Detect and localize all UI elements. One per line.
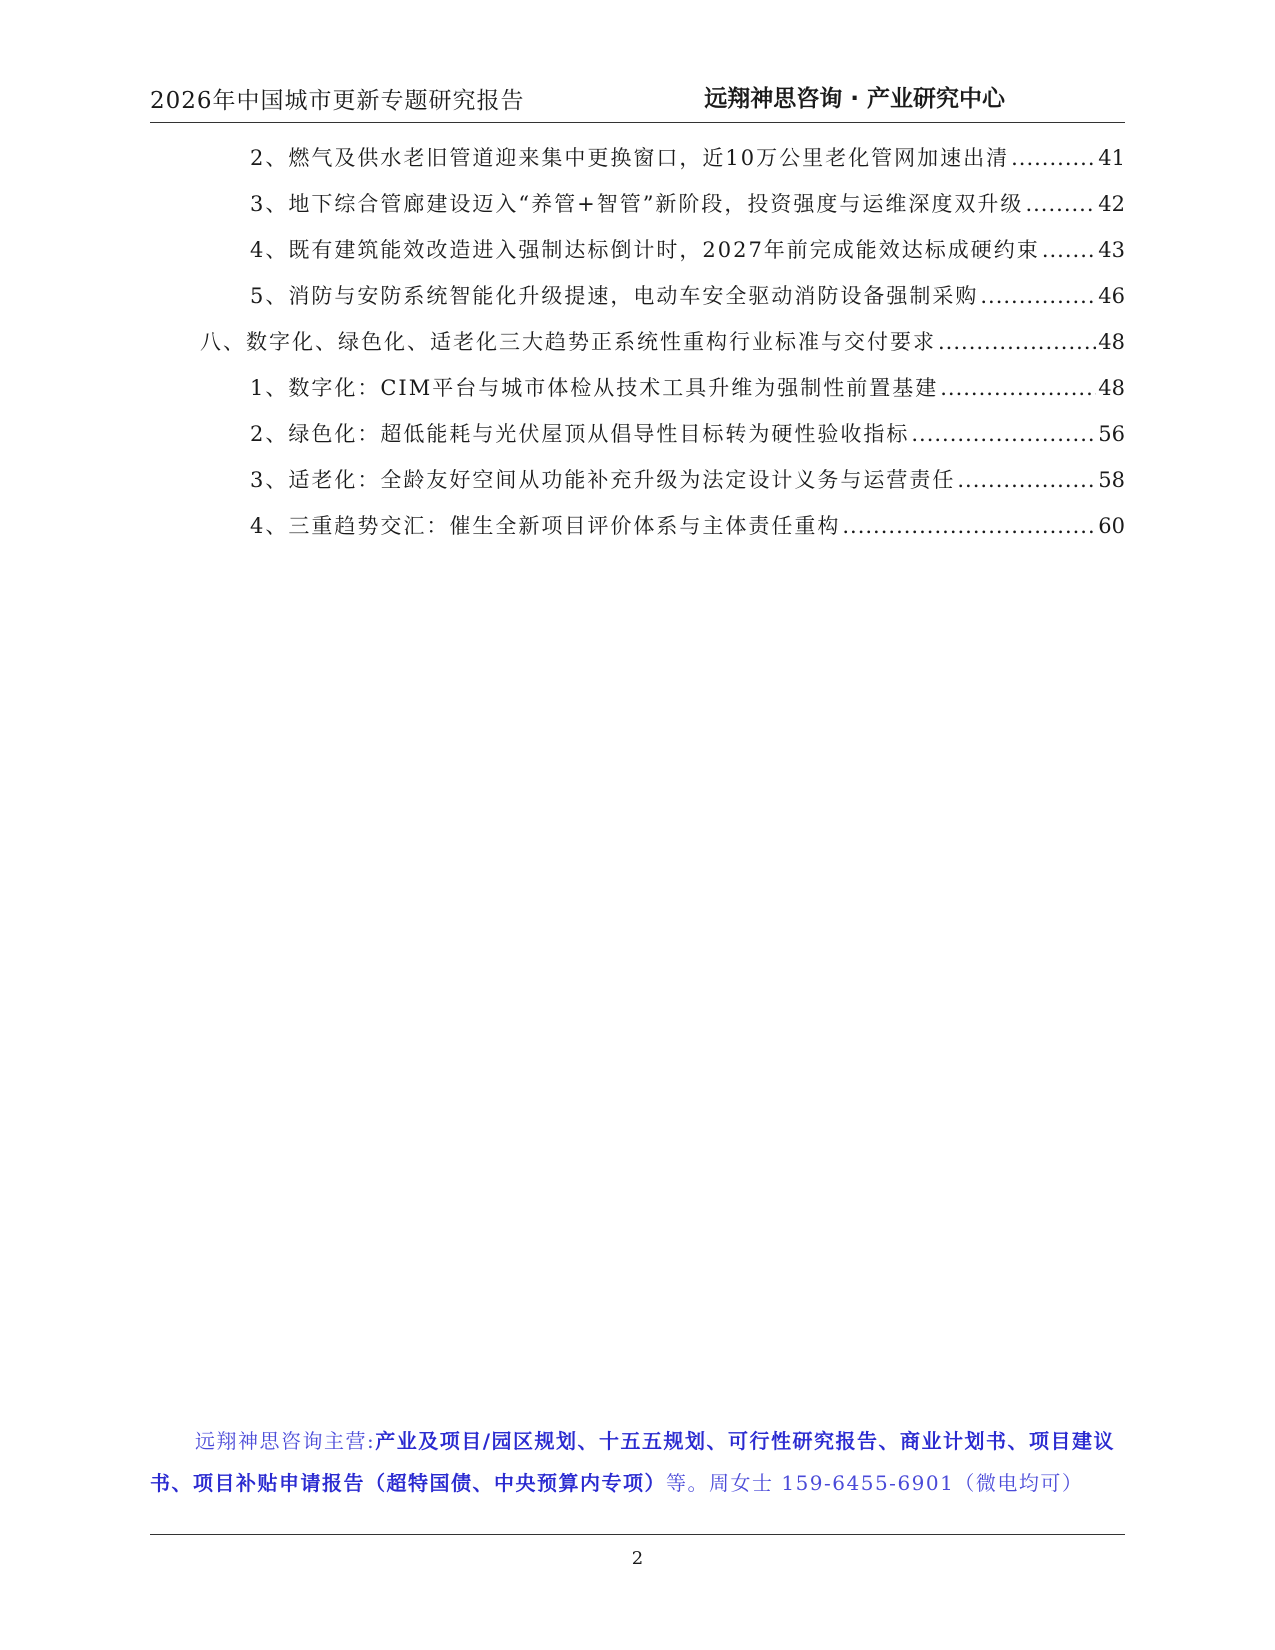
footer-divider bbox=[150, 1534, 1125, 1535]
toc-leader bbox=[980, 284, 1096, 308]
footer-lead: 远翔神思咨询主营: bbox=[195, 1429, 376, 1453]
business-footer-note bbox=[150, 1420, 1125, 1504]
toc-leader bbox=[940, 376, 1096, 400]
toc-entry-label: 1、数字化：CIM平台与城市体检从技术工具升维为强制性前置基建 bbox=[250, 376, 939, 400]
toc-entry[interactable] bbox=[250, 142, 1125, 178]
toc-entry-page: 41 bbox=[1098, 146, 1125, 170]
toc-entry[interactable] bbox=[250, 510, 1125, 546]
toc-entry[interactable] bbox=[250, 280, 1125, 316]
toc-leader bbox=[1011, 146, 1096, 170]
toc-entry-label: 3、适老化：全龄友好空间从功能补充升级为法定设计义务与运营责任 bbox=[250, 468, 956, 492]
toc-entry-label: 4、三重趋势交汇：催生全新项目评价体系与主体责任重构 bbox=[250, 514, 841, 538]
toc-chapter-entry[interactable] bbox=[200, 326, 1125, 362]
toc-entry-label: 5、消防与安防系统智能化升级提速，电动车安全驱动消防设备强制采购 bbox=[250, 284, 979, 308]
toc-leader bbox=[1025, 192, 1096, 216]
page-number: 2 bbox=[631, 1548, 644, 1569]
toc-leader bbox=[842, 514, 1096, 538]
toc-leader bbox=[911, 422, 1096, 446]
toc-entry[interactable] bbox=[250, 234, 1125, 270]
footer-contact: 等。周女士 159-6455-6901（微电均可） bbox=[666, 1471, 1084, 1495]
toc-entry[interactable] bbox=[250, 418, 1125, 454]
toc-entry-label: 2、燃气及供水老旧管道迎来集中更换窗口，近10万公里老化管网加速出清 bbox=[250, 146, 1010, 170]
toc-entry-label: 2、绿色化：超低能耗与光伏屋顶从倡导性目标转为硬性验收指标 bbox=[250, 422, 910, 446]
toc-leader bbox=[957, 468, 1096, 492]
toc-leader bbox=[1042, 238, 1096, 262]
publisher-name: 远翔神思咨询 · 产业研究中心 bbox=[704, 86, 1005, 112]
toc-entry-page: 43 bbox=[1098, 238, 1125, 262]
toc-entry-page: 48 bbox=[1098, 376, 1125, 400]
toc-entry-page: 42 bbox=[1098, 192, 1125, 216]
page-header bbox=[150, 78, 1125, 123]
toc-entry-label: 4、既有建筑能效改造进入强制达标倒计时，2027年前完成能效达标成硬约束 bbox=[250, 238, 1040, 262]
toc-entry-label: 八、数字化、绿色化、适老化三大趋势正系统性重构行业标准与交付要求 bbox=[200, 330, 936, 354]
toc-entry[interactable] bbox=[250, 188, 1125, 224]
report-title: 2026年中国城市更新专题研究报告 bbox=[150, 88, 525, 114]
toc-entry-page: 58 bbox=[1098, 468, 1125, 492]
toc-entry-label: 3、地下综合管廊建设迈入“养管+智管”新阶段，投资强度与运维深度双升级 bbox=[250, 192, 1024, 216]
toc-entry-page: 46 bbox=[1098, 284, 1125, 308]
footer-services: 产业及项目/园区规划、十五五规划、可行性研究报告、商业计划书、项目建议书、项目补贴申请报告（超特国债、中央预算内专项） bbox=[150, 1429, 1116, 1495]
toc-entry-page: 56 bbox=[1098, 422, 1125, 446]
toc-entry[interactable] bbox=[250, 372, 1125, 408]
toc-entry-page: 60 bbox=[1098, 514, 1125, 538]
toc-leader bbox=[938, 330, 1096, 354]
toc-entry[interactable] bbox=[250, 464, 1125, 500]
toc-entry-page: 48 bbox=[1098, 330, 1125, 354]
